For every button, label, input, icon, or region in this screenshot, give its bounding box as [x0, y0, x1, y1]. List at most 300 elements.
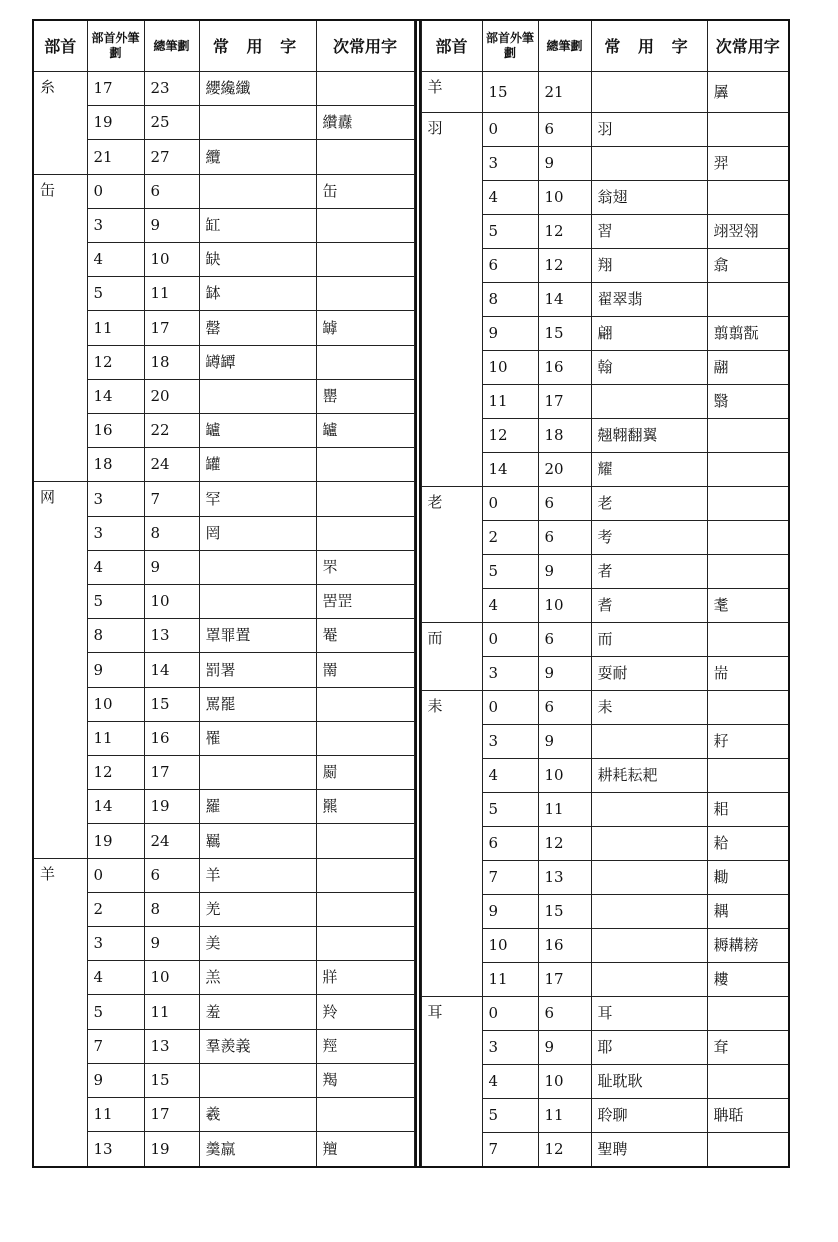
- total-strokes-cell: 14: [538, 283, 591, 317]
- common-chars-cell: 而: [591, 623, 707, 657]
- common-chars-cell: [591, 72, 707, 113]
- secondary-chars-cell: 罟罡: [316, 585, 414, 619]
- table-row: [33, 72, 414, 106]
- extra-strokes-cell: 0: [87, 174, 144, 208]
- table-row: [33, 106, 414, 140]
- extra-strokes-cell: 11: [87, 311, 144, 345]
- extra-strokes-cell: 9: [482, 895, 538, 929]
- common-chars-cell: 罇罈: [199, 345, 316, 379]
- header-radical: 部首: [421, 20, 482, 72]
- table-row: [33, 927, 414, 961]
- radical-cell: 老: [421, 487, 482, 623]
- common-chars-cell: 羈: [199, 824, 316, 858]
- extra-strokes-cell: 9: [482, 317, 538, 351]
- right-table-body: [421, 72, 789, 1168]
- table-row: [33, 311, 414, 345]
- total-strokes-cell: 18: [538, 419, 591, 453]
- table-row: [33, 277, 414, 311]
- secondary-chars-cell: 耡: [707, 861, 789, 895]
- secondary-chars-cell: 耬: [707, 963, 789, 997]
- secondary-chars-cell: 罱: [316, 653, 414, 687]
- secondary-chars-cell: [316, 72, 414, 106]
- extra-strokes-cell: 16: [87, 414, 144, 448]
- secondary-chars-cell: [316, 687, 414, 721]
- extra-strokes-cell: 10: [482, 351, 538, 385]
- common-chars-cell: [591, 963, 707, 997]
- total-strokes-cell: 10: [538, 589, 591, 623]
- table-row: [33, 892, 414, 926]
- total-strokes-cell: 6: [538, 623, 591, 657]
- common-chars-cell: [591, 827, 707, 861]
- total-strokes-cell: 9: [144, 550, 199, 584]
- table-row: [33, 995, 414, 1029]
- total-strokes-cell: 9: [144, 927, 199, 961]
- extra-strokes-cell: 4: [482, 1065, 538, 1099]
- extra-strokes-cell: 18: [87, 448, 144, 482]
- total-strokes-cell: 8: [144, 516, 199, 550]
- common-chars-cell: 罕: [199, 482, 316, 516]
- extra-strokes-cell: 14: [482, 453, 538, 487]
- secondary-chars-cell: 羿: [707, 147, 789, 181]
- total-strokes-cell: 12: [538, 249, 591, 283]
- total-strokes-cell: 17: [144, 1098, 199, 1132]
- extra-strokes-cell: 0: [482, 691, 538, 725]
- common-chars-cell: 翁翅: [591, 181, 707, 215]
- secondary-chars-cell: [316, 1098, 414, 1132]
- left-table: [32, 19, 415, 1168]
- secondary-chars-cell: [316, 721, 414, 755]
- common-chars-cell: 者: [591, 555, 707, 589]
- secondary-chars-cell: [707, 555, 789, 589]
- table-row: [33, 345, 414, 379]
- extra-strokes-cell: 0: [482, 487, 538, 521]
- common-chars-cell: [199, 174, 316, 208]
- common-chars-cell: 耆: [591, 589, 707, 623]
- total-strokes-cell: 21: [538, 72, 591, 113]
- common-chars-cell: 羊: [199, 858, 316, 892]
- total-strokes-cell: 6: [144, 858, 199, 892]
- common-chars-cell: [199, 756, 316, 790]
- total-strokes-cell: 24: [144, 448, 199, 482]
- secondary-chars-cell: 耑: [707, 657, 789, 691]
- total-strokes-cell: 19: [144, 1132, 199, 1167]
- header-common-chars: 常 用 字: [591, 20, 707, 72]
- common-chars-cell: 老: [591, 487, 707, 521]
- secondary-chars-cell: 缶: [316, 174, 414, 208]
- secondary-chars-cell: 罌: [316, 379, 414, 413]
- total-strokes-cell: 6: [538, 521, 591, 555]
- common-chars-cell: 羌: [199, 892, 316, 926]
- left-table-body: [33, 72, 414, 1168]
- secondary-chars-cell: [316, 482, 414, 516]
- secondary-chars-cell: [707, 419, 789, 453]
- total-strokes-cell: 24: [144, 824, 199, 858]
- extra-strokes-cell: 3: [482, 147, 538, 181]
- secondary-chars-cell: [707, 453, 789, 487]
- total-strokes-cell: 25: [144, 106, 199, 140]
- secondary-chars-cell: [316, 858, 414, 892]
- total-strokes-cell: 20: [144, 379, 199, 413]
- extra-strokes-cell: 3: [482, 1031, 538, 1065]
- secondary-chars-cell: 耄: [707, 589, 789, 623]
- extra-strokes-cell: 11: [87, 1098, 144, 1132]
- secondary-chars-cell: [707, 623, 789, 657]
- common-chars-cell: 耶: [591, 1031, 707, 1065]
- extra-strokes-cell: 9: [87, 653, 144, 687]
- common-chars-cell: [591, 861, 707, 895]
- total-strokes-cell: 7: [144, 482, 199, 516]
- total-strokes-cell: 6: [538, 113, 591, 147]
- secondary-chars-cell: 耔: [707, 725, 789, 759]
- extra-strokes-cell: 7: [482, 1133, 538, 1168]
- secondary-chars-cell: [707, 1065, 789, 1099]
- total-strokes-cell: 11: [538, 793, 591, 827]
- table-row: [421, 691, 789, 725]
- table-row: [421, 113, 789, 147]
- table-row: [33, 1132, 414, 1167]
- total-strokes-cell: 15: [144, 1063, 199, 1097]
- table-row: [33, 756, 414, 790]
- common-chars-cell: 耳: [591, 997, 707, 1031]
- secondary-chars-cell: 纘纛: [316, 106, 414, 140]
- common-chars-cell: 羔: [199, 961, 316, 995]
- table-row: [33, 208, 414, 242]
- extra-strokes-cell: 7: [482, 861, 538, 895]
- common-chars-cell: 羅: [199, 790, 316, 824]
- extra-strokes-cell: 4: [87, 243, 144, 277]
- extra-strokes-cell: 4: [482, 181, 538, 215]
- table-row: [33, 448, 414, 482]
- secondary-chars-cell: [316, 277, 414, 311]
- total-strokes-cell: 15: [144, 687, 199, 721]
- secondary-chars-cell: [316, 208, 414, 242]
- extra-strokes-cell: 5: [482, 215, 538, 249]
- extra-strokes-cell: 19: [87, 824, 144, 858]
- table-row: [33, 585, 414, 619]
- radical-cell: 糸: [33, 72, 87, 175]
- common-chars-cell: [199, 379, 316, 413]
- common-chars-cell: [199, 585, 316, 619]
- extra-strokes-cell: 5: [482, 555, 538, 589]
- secondary-chars-cell: [316, 892, 414, 926]
- common-chars-cell: 耻耽耿: [591, 1065, 707, 1099]
- extra-strokes-cell: 8: [482, 283, 538, 317]
- extra-strokes-cell: 5: [87, 995, 144, 1029]
- total-strokes-cell: 22: [144, 414, 199, 448]
- extra-strokes-cell: 5: [482, 1099, 538, 1133]
- extra-strokes-cell: 3: [87, 482, 144, 516]
- radical-cell: 而: [421, 623, 482, 691]
- total-strokes-cell: 6: [538, 487, 591, 521]
- extra-strokes-cell: 11: [87, 721, 144, 755]
- extra-strokes-cell: 3: [482, 725, 538, 759]
- common-chars-cell: [591, 147, 707, 181]
- common-chars-cell: 翟翠翡: [591, 283, 707, 317]
- radical-cell: 羊: [421, 72, 482, 113]
- total-strokes-cell: 8: [144, 892, 199, 926]
- common-chars-cell: 缺: [199, 243, 316, 277]
- secondary-chars-cell: 羚: [316, 995, 414, 1029]
- extra-strokes-cell: 11: [482, 963, 538, 997]
- table-row: [33, 721, 414, 755]
- extra-strokes-cell: 4: [482, 759, 538, 793]
- secondary-chars-cell: [707, 181, 789, 215]
- common-chars-cell: 纜: [199, 140, 316, 174]
- table-row: [33, 1029, 414, 1063]
- tables-wrapper: [32, 19, 790, 1168]
- table-row: [33, 1098, 414, 1132]
- header-total-strokes: 總筆劃: [144, 20, 199, 72]
- total-strokes-cell: 10: [538, 759, 591, 793]
- extra-strokes-cell: 0: [482, 113, 538, 147]
- total-strokes-cell: 18: [144, 345, 199, 379]
- secondary-chars-cell: [316, 448, 414, 482]
- table-row: [33, 619, 414, 653]
- secondary-chars-cell: 罨: [316, 619, 414, 653]
- common-chars-cell: 罏: [199, 414, 316, 448]
- extra-strokes-cell: 8: [87, 619, 144, 653]
- common-chars-cell: [199, 106, 316, 140]
- common-chars-cell: 翩: [591, 317, 707, 351]
- extra-strokes-cell: 6: [482, 827, 538, 861]
- header-common-chars: 常 用 字: [199, 20, 316, 72]
- table-row: [33, 653, 414, 687]
- total-strokes-cell: 10: [538, 1065, 591, 1099]
- header-row: [421, 20, 789, 72]
- common-chars-cell: 美: [199, 927, 316, 961]
- header-secondary-chars: 次常用字: [707, 20, 789, 72]
- table-row: [33, 414, 414, 448]
- radical-cell: 耳: [421, 997, 482, 1168]
- extra-strokes-cell: 15: [482, 72, 538, 113]
- common-chars-cell: 罩罪置: [199, 619, 316, 653]
- total-strokes-cell: 15: [538, 317, 591, 351]
- table-row: [33, 858, 414, 892]
- common-chars-cell: 聆聊: [591, 1099, 707, 1133]
- common-chars-cell: 耒: [591, 691, 707, 725]
- common-chars-cell: [591, 793, 707, 827]
- total-strokes-cell: 6: [538, 691, 591, 725]
- total-strokes-cell: 12: [538, 215, 591, 249]
- common-chars-cell: 羣羨義: [199, 1029, 316, 1063]
- table-row: [421, 487, 789, 521]
- secondary-chars-cell: 耨耩耪: [707, 929, 789, 963]
- secondary-chars-cell: [707, 113, 789, 147]
- extra-strokes-cell: 12: [87, 345, 144, 379]
- total-strokes-cell: 9: [538, 725, 591, 759]
- common-chars-cell: 翰: [591, 351, 707, 385]
- table-row: [421, 997, 789, 1031]
- extra-strokes-cell: 17: [87, 72, 144, 106]
- secondary-chars-cell: 罅: [316, 311, 414, 345]
- header-total-strokes: 總筆劃: [538, 20, 591, 72]
- total-strokes-cell: 12: [538, 827, 591, 861]
- extra-strokes-cell: 3: [87, 516, 144, 550]
- common-chars-cell: 考: [591, 521, 707, 555]
- common-chars-cell: 缸: [199, 208, 316, 242]
- common-chars-cell: [199, 1063, 316, 1097]
- total-strokes-cell: 14: [144, 653, 199, 687]
- secondary-chars-cell: 聃聒: [707, 1099, 789, 1133]
- table-row: [33, 790, 414, 824]
- total-strokes-cell: 9: [538, 1031, 591, 1065]
- secondary-chars-cell: 罘: [316, 550, 414, 584]
- total-strokes-cell: 9: [538, 657, 591, 691]
- common-chars-cell: 聖聘: [591, 1133, 707, 1168]
- total-strokes-cell: 15: [538, 895, 591, 929]
- extra-strokes-cell: 21: [87, 140, 144, 174]
- common-chars-cell: 缽: [199, 277, 316, 311]
- total-strokes-cell: 11: [144, 995, 199, 1029]
- extra-strokes-cell: 0: [482, 623, 538, 657]
- secondary-chars-cell: 牂: [316, 961, 414, 995]
- common-chars-cell: 羽: [591, 113, 707, 147]
- total-strokes-cell: 23: [144, 72, 199, 106]
- total-strokes-cell: 9: [538, 147, 591, 181]
- table-row: [421, 623, 789, 657]
- secondary-chars-cell: 羼: [707, 72, 789, 113]
- table-row: [33, 1063, 414, 1097]
- secondary-chars-cell: [316, 243, 414, 277]
- common-chars-cell: 耍耐: [591, 657, 707, 691]
- extra-strokes-cell: 3: [482, 657, 538, 691]
- radical-table-page: [32, 19, 790, 1168]
- secondary-chars-cell: 罏: [316, 414, 414, 448]
- header-extra-strokes: 部首外筆劃: [87, 20, 144, 72]
- radical-cell: 羽: [421, 113, 482, 487]
- total-strokes-cell: 13: [538, 861, 591, 895]
- extra-strokes-cell: 12: [482, 419, 538, 453]
- total-strokes-cell: 6: [144, 174, 199, 208]
- common-chars-cell: 罐: [199, 448, 316, 482]
- secondary-chars-cell: [707, 691, 789, 725]
- radical-cell: 羊: [33, 858, 87, 1167]
- common-chars-cell: 羞: [199, 995, 316, 1029]
- secondary-chars-cell: 翳: [707, 385, 789, 419]
- common-chars-cell: 罔: [199, 516, 316, 550]
- total-strokes-cell: 9: [538, 555, 591, 589]
- common-chars-cell: [199, 550, 316, 584]
- extra-strokes-cell: 3: [87, 208, 144, 242]
- secondary-chars-cell: 耷: [707, 1031, 789, 1065]
- extra-strokes-cell: 4: [87, 961, 144, 995]
- secondary-chars-cell: 耜: [707, 793, 789, 827]
- extra-strokes-cell: 14: [87, 790, 144, 824]
- secondary-chars-cell: 羯: [316, 1063, 414, 1097]
- table-row: [33, 516, 414, 550]
- total-strokes-cell: 10: [538, 181, 591, 215]
- secondary-chars-cell: [316, 140, 414, 174]
- extra-strokes-cell: 5: [482, 793, 538, 827]
- table-row: [33, 687, 414, 721]
- total-strokes-cell: 20: [538, 453, 591, 487]
- secondary-chars-cell: [707, 759, 789, 793]
- total-strokes-cell: 9: [144, 208, 199, 242]
- common-chars-cell: 羹羸: [199, 1132, 316, 1167]
- extra-strokes-cell: 19: [87, 106, 144, 140]
- common-chars-cell: 罰署: [199, 653, 316, 687]
- secondary-chars-cell: [707, 487, 789, 521]
- total-strokes-cell: 17: [538, 385, 591, 419]
- table-row: [33, 961, 414, 995]
- extra-strokes-cell: 0: [87, 858, 144, 892]
- total-strokes-cell: 17: [144, 756, 199, 790]
- secondary-chars-cell: 翮: [707, 351, 789, 385]
- common-chars-cell: 翔: [591, 249, 707, 283]
- radical-cell: 缶: [33, 174, 87, 482]
- common-chars-cell: [591, 895, 707, 929]
- total-strokes-cell: 16: [538, 351, 591, 385]
- table-row: [33, 379, 414, 413]
- extra-strokes-cell: 0: [482, 997, 538, 1031]
- table-row: [33, 140, 414, 174]
- secondary-chars-cell: 罽: [316, 756, 414, 790]
- secondary-chars-cell: 翊翌翎: [707, 215, 789, 249]
- extra-strokes-cell: 5: [87, 585, 144, 619]
- total-strokes-cell: 10: [144, 585, 199, 619]
- right-table: [421, 19, 791, 1168]
- secondary-chars-cell: 羥: [316, 1029, 414, 1063]
- extra-strokes-cell: 11: [482, 385, 538, 419]
- table-row: [421, 72, 789, 113]
- total-strokes-cell: 11: [538, 1099, 591, 1133]
- secondary-chars-cell: [707, 283, 789, 317]
- header-row: [33, 20, 414, 72]
- common-chars-cell: 罹: [199, 721, 316, 755]
- common-chars-cell: 耕耗耘耙: [591, 759, 707, 793]
- extra-strokes-cell: 10: [482, 929, 538, 963]
- common-chars-cell: 纓纔纖: [199, 72, 316, 106]
- secondary-chars-cell: 羆: [316, 790, 414, 824]
- extra-strokes-cell: 12: [87, 756, 144, 790]
- secondary-chars-cell: [316, 345, 414, 379]
- total-strokes-cell: 10: [144, 961, 199, 995]
- secondary-chars-cell: 耦: [707, 895, 789, 929]
- radical-cell: 耒: [421, 691, 482, 997]
- extra-strokes-cell: 10: [87, 687, 144, 721]
- table-row: [33, 550, 414, 584]
- total-strokes-cell: 17: [538, 963, 591, 997]
- common-chars-cell: 習: [591, 215, 707, 249]
- table-row: [33, 243, 414, 277]
- common-chars-cell: 羲: [199, 1098, 316, 1132]
- extra-strokes-cell: 2: [87, 892, 144, 926]
- total-strokes-cell: 11: [144, 277, 199, 311]
- secondary-chars-cell: [707, 521, 789, 555]
- total-strokes-cell: 16: [538, 929, 591, 963]
- common-chars-cell: 罵罷: [199, 687, 316, 721]
- header-secondary-chars: 次常用字: [316, 20, 414, 72]
- header-radical: 部首: [33, 20, 87, 72]
- secondary-chars-cell: [316, 927, 414, 961]
- total-strokes-cell: 6: [538, 997, 591, 1031]
- extra-strokes-cell: 13: [87, 1132, 144, 1167]
- secondary-chars-cell: [707, 1133, 789, 1168]
- common-chars-cell: 翹翺翻翼: [591, 419, 707, 453]
- extra-strokes-cell: 4: [87, 550, 144, 584]
- secondary-chars-cell: [316, 824, 414, 858]
- common-chars-cell: [591, 929, 707, 963]
- common-chars-cell: [591, 725, 707, 759]
- secondary-chars-cell: 羶: [316, 1132, 414, 1167]
- extra-strokes-cell: 3: [87, 927, 144, 961]
- total-strokes-cell: 12: [538, 1133, 591, 1168]
- secondary-chars-cell: [707, 997, 789, 1031]
- secondary-chars-cell: 翦翦翫: [707, 317, 789, 351]
- table-row: [33, 824, 414, 858]
- radical-cell: 网: [33, 482, 87, 858]
- total-strokes-cell: 19: [144, 790, 199, 824]
